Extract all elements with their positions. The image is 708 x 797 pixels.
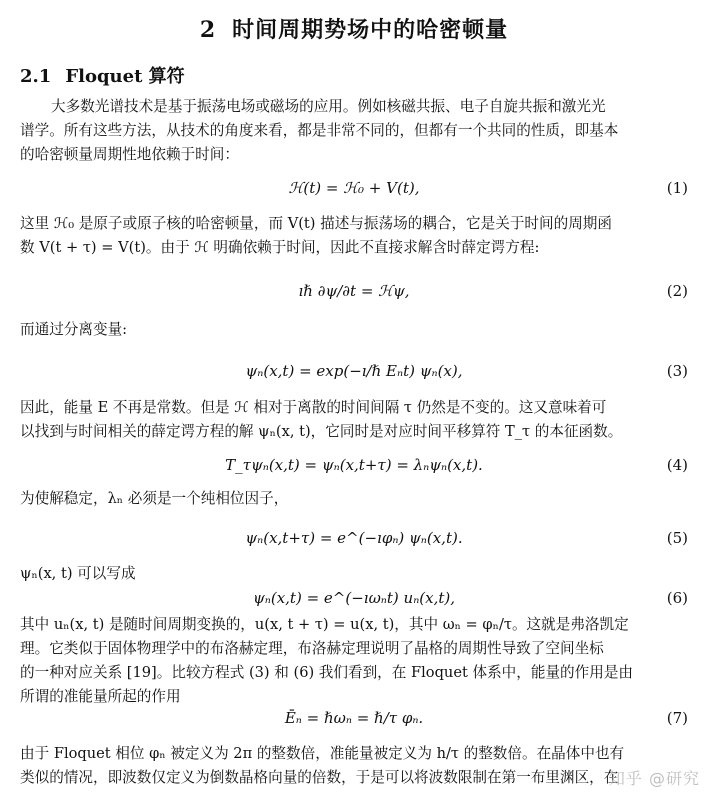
paragraph-line: 因此，能量 E 不再是常数。但是 ℋ 相对于离散的时间间隔 τ 仍然是不变的。这又意味着可 xyxy=(20,399,607,416)
equation-number: (4) xyxy=(666,456,688,474)
chapter-title: 时间周期势场中的哈密顿量 xyxy=(232,17,509,43)
paragraph-hamiltonian xyxy=(20,212,688,260)
paragraph-intro xyxy=(20,95,688,167)
section-title: Floquet 算符 xyxy=(65,66,185,87)
paragraph-energy xyxy=(20,396,688,444)
equation-number: (6) xyxy=(666,589,688,607)
equation-6 xyxy=(20,580,688,616)
paragraph-separation xyxy=(20,318,688,342)
equation-7 xyxy=(20,700,688,736)
paragraph-line: ψₙ(x, t) 可以写成 xyxy=(20,565,136,582)
paragraph-line: 类似的情况，即波数仅定义为倒数晶格向量的倍数，于是可以将波数限制在第一布里渊区，在 xyxy=(20,769,619,786)
paragraph-line: 其中 uₙ(x, t) 是随时间周期变换的，u(x, t + τ) = u(x, t)，其中 ωₙ = φₙ/τ。这就是弗洛凯定 xyxy=(20,616,629,633)
equation-number: (7) xyxy=(666,709,688,727)
paragraph-line: 的哈密顿量周期性地依赖于时间： xyxy=(20,146,239,163)
section-number: 2.1 xyxy=(20,66,52,87)
paragraph-line: 这里 ℋ₀ 是原子或原子核的哈密顿量，而 V(t) 描述与振荡场的耦合，它是关于时间的周期函 xyxy=(20,215,612,232)
paragraph-quasienergy xyxy=(20,742,688,790)
equation-number: (1) xyxy=(666,179,688,197)
chapter-heading xyxy=(0,13,708,44)
equation-body: Ēₙ = ℏωₙ = ℏ/τ φₙ. xyxy=(284,709,424,727)
paragraph-floquet-theorem xyxy=(20,613,688,709)
equation-4 xyxy=(20,447,688,483)
equation-2 xyxy=(20,273,688,309)
equation-body: ıℏ ∂ψ/∂t = ℋψ, xyxy=(298,282,410,300)
equation-number: (5) xyxy=(666,529,688,547)
equation-body: ψₙ(x,t+τ) = e^(−ıφₙ) ψₙ(x,t). xyxy=(245,529,463,547)
paragraph-line: 大多数光谱技术是基于振荡电场或磁场的应用。例如核磁共振、电子自旋共振和激光光 xyxy=(51,98,606,115)
paragraph-line: 为使解稳定，λₙ 必须是一个纯相位因子， xyxy=(20,490,289,507)
paragraph-phase xyxy=(20,487,688,511)
equation-5 xyxy=(20,520,688,556)
chapter-number: 2 xyxy=(199,17,217,43)
paragraph-line: 数 V(t + τ) = V(t)。由于 ℋ 明确依赖于时间，因此不直接求解含时薛定谔方程: xyxy=(20,239,540,256)
equation-body: T_τψₙ(x,t) = ψₙ(x,t+τ) = λₙψₙ(x,t). xyxy=(225,456,483,474)
equation-body: ψₙ(x,t) = e^(−ıωₙt) uₙ(x,t), xyxy=(253,589,455,607)
paragraph-line: 以找到与时间相关的薛定谔方程的解 ψₙ(x, t)，它同时是对应时间平移算符 T_τ 的本征函数。 xyxy=(20,423,623,440)
equation-body: ℋ(t) = ℋ₀ + V(t), xyxy=(288,179,420,197)
section-heading xyxy=(20,62,185,88)
paragraph-line: 理。它类似于固体物理学中的布洛赫定理，布洛赫定理说明了晶格的周期性导致了空间坐标 xyxy=(20,640,604,657)
paragraph-line: 的一种对应关系 [19]。比较方程式 (3) 和 (6) 我们看到，在 Floquet 体系中，能量的作用是由 xyxy=(20,664,634,681)
equation-number: (3) xyxy=(666,362,688,380)
equation-number: (2) xyxy=(666,282,688,300)
paragraph-line: 谱学。所有这些方法，从技术的角度来看，都是非常不同的，但都有一个共同的性质，即基本 xyxy=(20,122,619,139)
paragraph-line: 由于 Floquet 相位 φₙ 被定义为 2π 的整数倍，准能量被定义为 h/τ 的整数倍。在晶体中也有 xyxy=(20,745,625,762)
watermark: 知乎 @研究 xyxy=(608,769,700,788)
equation-body: ψₙ(x,t) = exp(−ı/ℏ Eₙt) ψₙ(x), xyxy=(245,362,463,380)
equation-1 xyxy=(20,170,688,206)
equation-3 xyxy=(20,353,688,389)
paragraph-line: 所谓的准能量所起的作用 xyxy=(20,688,181,705)
paragraph-line: 而通过分离变量: xyxy=(20,321,128,338)
